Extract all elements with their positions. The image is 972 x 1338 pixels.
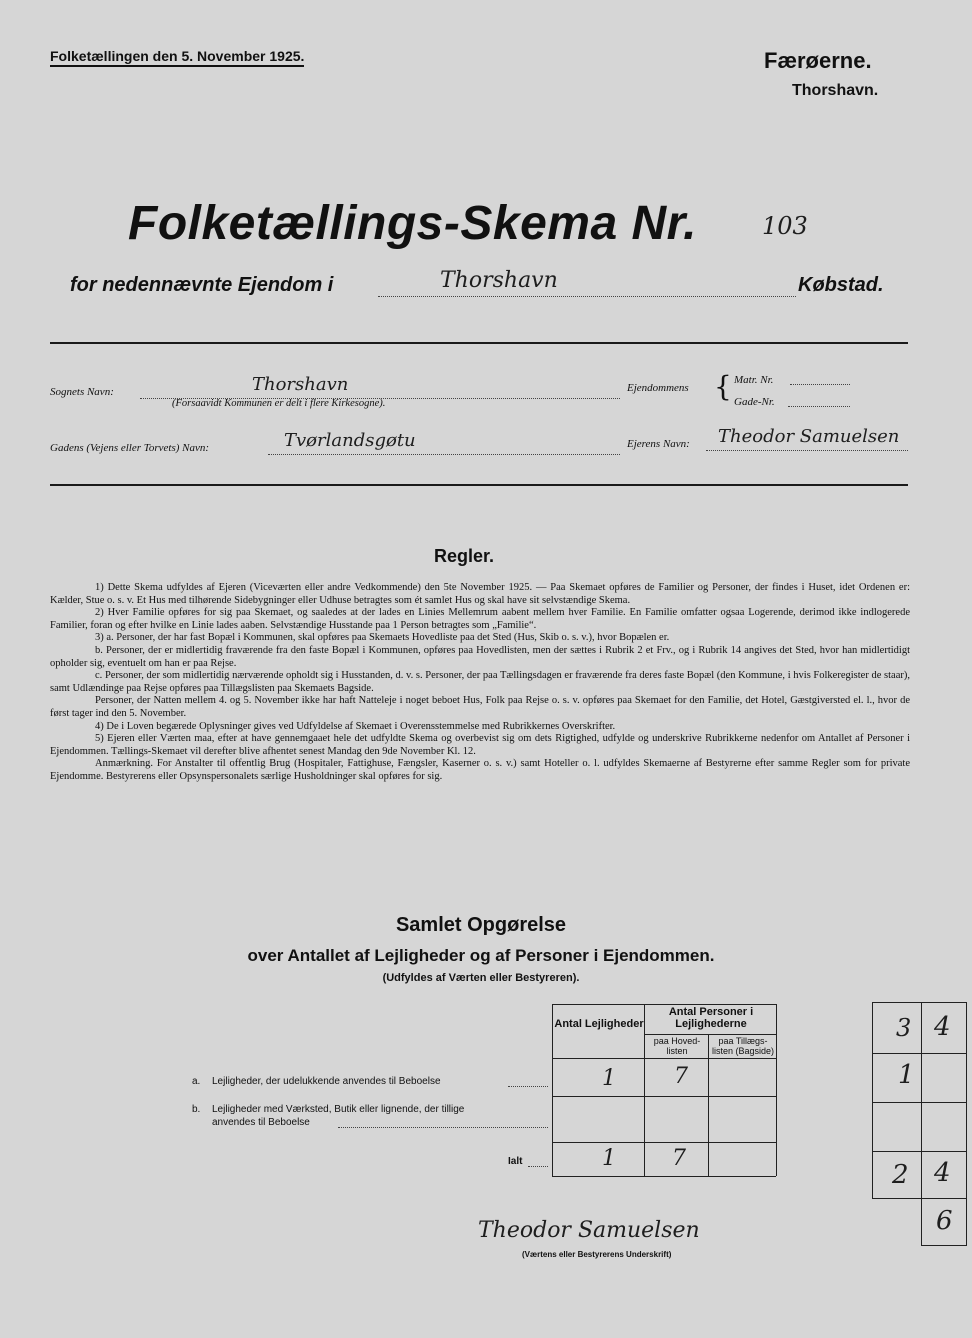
table-line: [708, 1034, 709, 1176]
row-b-label-line2: anvendes til Beboelse: [212, 1117, 310, 1128]
ejer-fill-line: [706, 450, 908, 451]
table-line: [552, 1004, 553, 1176]
table-line: [552, 1142, 776, 1143]
table-line: [552, 1096, 776, 1097]
rule-1: 1) Dette Skema udfyldes af Ejeren (Viceværten eller andre Vedkommende) den 5te November 1925. — Paa Skemaet opføres de Familier og Personer, der findes i Huset, idet Ordenen er: Kælder, Stue o. s. v. Et Hus med tilhørende Sidebygninger eller Udhuse betragtes som ét samlet Hus og skal have sit selvstændige Skema.: [50, 582, 910, 606]
row-total-dots: [528, 1166, 548, 1167]
divider-top: [50, 342, 908, 344]
side-box-r2b-right: [921, 1102, 967, 1152]
rule-5: 5) Ejeren eller Værten maa, efter at have gennemgaaet hele det udfyldte Skema og overbevist sig om dets Rigtighed, udfylde og underskrive Rubrikkerne nedenfor om Antallet af Personer i Ejendommen. Tællings-Skemaet vil derefter blive afhentet senest Mandag den 9de November Kl. 12.: [50, 733, 910, 757]
subtitle-suffix: Købstad.: [798, 274, 884, 296]
rule-4: 4) De i Loven begærede Oplysninger gives ved Udfyldelse af Skemaet i Overensstemmelse med Rubrikkernes Overskrifter.: [95, 720, 616, 732]
table-line: [552, 1058, 776, 1059]
subtitle-fill-line: [378, 296, 796, 297]
row-b-dots: [338, 1127, 548, 1128]
row-b-label-line1: Lejligheder med Værksted, Butik eller lignende, der tillige: [212, 1104, 465, 1115]
rule-3a: 3) a. Personer, der har fast Bopæl i Kommunen, skal opføres paa Skemaets Hovedliste paa det Sted (Hus, Skib o. s. v.), hvor Bopælen er.: [95, 632, 670, 644]
total-hovedlisten-value: 7: [672, 1146, 686, 1171]
side-value-r1-left: 3: [896, 1014, 912, 1042]
gade-value-handwritten: Tvørlandsgøtu: [284, 430, 416, 451]
summary-heading: Samlet Opgørelse: [395, 914, 567, 936]
matr-label: Matr. Nr.: [734, 374, 774, 386]
sogn-label: Sognets Navn:: [50, 386, 114, 398]
gade-nr-label: Gade-Nr.: [734, 396, 775, 408]
row-a-dots: [508, 1086, 548, 1087]
table-line: [552, 1176, 776, 1177]
table-line: [776, 1004, 777, 1176]
table-line: [552, 1004, 776, 1005]
side-value-r1-right: 4: [934, 1012, 951, 1042]
side-value-r4-right: 6: [936, 1206, 953, 1236]
signature-caption: (Værtens eller Bestyrerens Underskrift): [522, 1250, 672, 1259]
col-header-tillaeg: paa Tillægs-listen (Bagside): [711, 1036, 775, 1056]
summary-subheading: over Antallet af Lejligheder og af Personer i Ejendommen.: [247, 946, 715, 965]
town-label: Thorshavn.: [792, 82, 879, 99]
subtitle-prefix: for nedennævnte Ejendom i: [70, 274, 334, 296]
ejer-label: Ejerens Navn:: [627, 438, 690, 450]
row-a-lejligheder-value: 1: [602, 1066, 616, 1091]
side-value-r2-left: 1: [898, 1060, 915, 1090]
gade-nr-fill-line: [788, 406, 850, 407]
signature-handwritten: Theodor Samuelsen: [478, 1218, 700, 1243]
rule-3c: c. Personer, der som midlertidig nærværende opholdt sig i Husstanden, d. v. s. Personer, der paa Tællingsdagen er fraværende fra deres faste Bopæl (den Kommune, i hvis Folkeregister de staar), samt Udlændinge paa Rejse opføres paa Tillægslisten paa Skemaets Bagside.: [50, 670, 910, 694]
side-box-r2-right: [921, 1053, 967, 1103]
table-line: [644, 1034, 776, 1035]
subtitle-town-handwritten: Thorshavn: [440, 268, 558, 293]
rules-heading: Regler.: [434, 546, 495, 566]
gade-fill-line: [268, 454, 620, 455]
rules-text: [50, 582, 910, 784]
ejendom-label: Ejendommens: [627, 382, 689, 394]
rule-remark: Anmærkning. For Anstalter til offentlig Brug (Hospitaler, Fattighuse, Fængsler, Kaserner o. s. v.) samt Hoteller o. l. udfyldes Skemaerne af Bestyrerne efter samme Regler som for private Ejendomme. Bestyrerens eller Opsynspersonalets særlige Husholdninger skal opføres for sig.: [50, 758, 910, 782]
divider-fields: [50, 484, 908, 486]
row-a-hovedlisten-value: 7: [674, 1064, 688, 1089]
total-lejligheder-value: 1: [602, 1146, 616, 1171]
matr-fill-line: [790, 384, 850, 385]
table-line: [644, 1004, 645, 1176]
row-a-prefix: a.: [192, 1076, 201, 1087]
side-box-r2b-left: [872, 1102, 922, 1152]
side-value-r3-left: 2: [892, 1160, 909, 1190]
row-b-prefix: b.: [192, 1104, 201, 1115]
col-header-hovedlisten: paa Hoved-listen: [653, 1036, 701, 1056]
summary-note: (Udfyldes af Værten eller Bestyreren).: [382, 972, 580, 984]
rule-3b: b. Personer, der er midlertidig fraværende fra den faste Bopæl i Kommunen, opføres paa Hovedlisten, men der sættes i Rubrik 2 et Frv., og i Rubrik 14 angives det Sted, hvor han midlertidigt opholder sig, eventuelt om han er paa Rejse.: [50, 644, 910, 669]
ejendom-brace: {: [714, 370, 732, 403]
rule-2: 2) Hver Familie opføres for sig paa Skemaet, og saaledes at der lades en Linies Mellemrum aabent mellem hver Familie. En Familie omfatter ogsaa Logerende, derimod ikke indlogerede Familier, foran og efter hvilke en Linie lades aaben. Selvstændige Husstande paa 1 Person betragtes som „Familie“.: [50, 607, 910, 631]
summary-table: [552, 1004, 776, 1176]
form-title: Folketællings-Skema Nr.: [128, 197, 698, 250]
rule-3-note: Personer, der Natten mellem 4. og 5. November ikke har haft Natteleje i noget beboet Hus, Folk paa Rejse o. s. v. opføres paa Skemaet for den Familie, det Hotel, Gæstgiversted el. l., hvor de først tager ind den 5. November.: [50, 695, 910, 719]
row-a-label: Lejligheder, der udelukkende anvendes til Beboelse: [212, 1076, 441, 1087]
sogn-value-handwritten: Thorshavn: [252, 374, 349, 395]
gade-label: Gadens (Vejens eller Torvets) Navn:: [50, 442, 210, 454]
side-value-r3-right: 4: [934, 1158, 951, 1188]
ejer-value-handwritten: Theodor Samuelsen: [718, 426, 900, 447]
form-number-handwritten: 103: [762, 212, 808, 240]
row-total-label: Ialt: [508, 1156, 523, 1167]
col-header-lejligheder: Antal Lejligheder: [554, 1018, 644, 1030]
census-date-line: Folketællingen den 5. November 1925.: [50, 48, 304, 67]
col-header-personer: Antal Personer i Lejlighederne: [668, 1006, 754, 1030]
sogn-note: (Forsaavidt Kommunen er delt i flere Kirkesogne).: [172, 398, 386, 409]
region-label: Færøerne.: [764, 48, 872, 73]
